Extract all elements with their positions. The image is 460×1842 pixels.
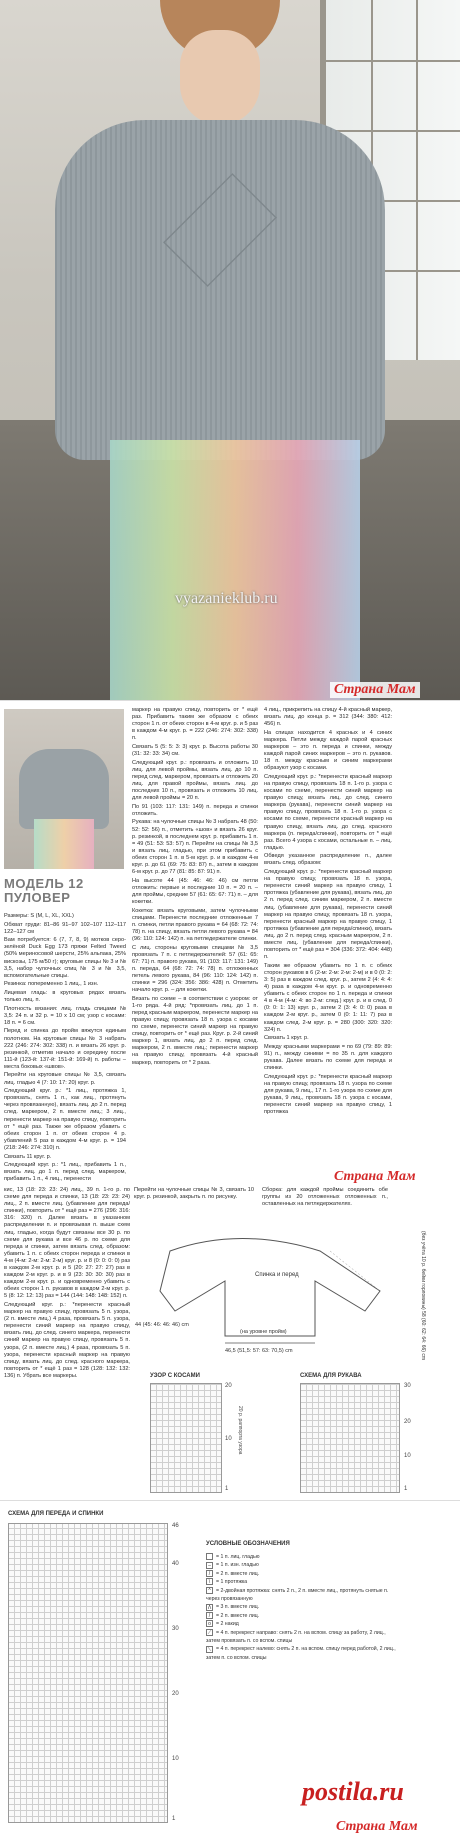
paragraph: Таким же образом убавить по 1 п. с обеих сторон рукавов в 6 (2-м: 2-м: 2-м: 2-м) и в 0 (0: 2: 3: 5) раз в каждом след. круг. р., затем 2 (4: 4: 4: 4) раза в каждом 4-м круг. р. и одновременно убавить с обеих сторон по 1 п. переда и спинки 4 в 4-м (4-м: 4: во 2-м: след.) круг. р. и в след. 0 (0: 0: 1: 13) круг. р., затем 2 (3: 4: 0: 0) раза в каждом 2-м круг. р., затем 0 (0: 1: 11: 7) раз в каждом след. 2-м круг. р. = 280 (300: 320: 320: 324) п. [264,962,392,1033]
model-number: МОДЕЛЬ 12 [4,876,84,891]
sleeves-section: Рукава: на чулочные спицы № 3 набрать 48 (50: 52: 52: 56) п., отметить «шов» и вязать 26 круг. р. резинкой, в последнем круг. р. прибавить 1 п. = 49 (51: 53: 53: 57) п. Перейти на спицы № 3,5 и вязать лиц. гладью, при этом прибавить с обеих сторон 1 п. в 5-м круг. р. и в каждом 4-м круг. р. до 61 (69: 75: 83: 87) п., затем в каждом 6-м круг. р. до 77 (81: 85: 87: 91) п. [132,819,258,876]
front-back: Перед и спинка до пройм вяжутся единым полотном. На круговые спицы № 3 набрать 222 (246: 274: 302: 338) п. и вязать 26 круг. р. резинкой, отметив начало и середину после 111-й (123-й: 137-й: 151-й: 169-й) п. работы – места боковых «швов». [4,1028,126,1070]
legend-item: ^ = 2-двойная протяжка: снять 2 п., 2 п. вместе лиц., протянуть снятые п. через провязанную [206,1587,389,1603]
cable-panel [163,173,277,287]
legend-item: ⟋ = 4 п. перекрест направо: снять 2 п. на вспом. спицу за работу, 2 лиц., затем провязать п. со вспом. спицы [206,1629,386,1645]
paragraph: Перейти на круговые спицы № 3,5, связать лиц. гладью 4 (7: 10: 17: 20) круг. р. [4,1072,126,1086]
legend-item: \ = 1 протяжка [206,1578,396,1586]
cable-chart-title: УЗОР С КОСАМИ [150,1373,200,1379]
paragraph: Обведя указанное распределение п., далее вязать след. образом: [264,853,392,867]
row-number: 1 [225,1486,229,1492]
paragraph: Следующий круг. р.: провязать и отложить 10 лиц. для левой проймы, вязать лиц. до 10 п. перед след. маркером, провязать и отложить 20 лиц. для правой проймы, вязать лиц. до последних 10 п., провязать и отложить 10 лиц. для левой проймы = 20 п. [132,759,258,802]
sweater [55,120,385,460]
yarn-over-symbol-icon: o [206,1620,213,1627]
paragraph: кис, 13 (18: 23: 23: 24) лиц., 39 п. 1-го р. по схеме для переда и спинки, 13 (18: 23: 23: 24) лиц., 2 п. вместе лиц. (убавление для переда/спинки), повторить от * ещё раз = 276 (296: 316: 316: 320) п. Далее вязать в указанном распределении п. и провязывая п. выше схем лиц. гладью, когда будут связаны все 30 р. по схеме для рукава и все 46 р. по схеме для переда и спинки, затем вязать след. образом: убавить 1 п. с обеих сторон переда и спинки в 4-м (4-м: 2-м: 2-м: 2-м) круг. р. и 8 (0: 0: 0: 0) раз в каждом 2-м круг. р. и 5 (20: 27: 27: 27) раз в каждом 2-м круг. р. и в 9 (23: 30: 30: 30) раз в каждом 2-м круг. р. и одновременно убавить с обеих сторон 1 п. рукавов в каждом 2-м круг. р. 5 (8: 12: 12: 13) раз = 144 (144: 148: 148: 152) п. [4,1187,130,1300]
model-face [180,30,260,125]
front-back-chart [8,1523,168,1823]
model-type: ПУЛОВЕР [4,890,71,905]
legend-title: УСЛОВНЫЕ ОБОЗНАЧЕНИЯ [206,1541,290,1547]
paragraph: Между красными маркерами = по 69 (79: 89: 89: 91) п., между синими = по 35 п. для каждого рукава. Далее вязать по схеме для переда и спинки. [264,1043,392,1072]
paragraph: Вязать по схеме – в соответствии с узором: от 1-го ряда. 4-й ряд: *провязать лиц. до 1 п. перед красным маркером, перенести маркер на правую спицу, провязать 18 п. узора с косами по схеме, перенести синий маркер на правую спицу, повторить от * ещё раз. Круг. р. 2-й синий маркер 1, вязать лиц. до 2 п. перед след. маркером, 2 п. вместе лиц.; перенести маркер на правую спицу, провязать 4-й красный маркер, повторить от * 2 раза. [132,995,258,1066]
stockinette: Лицевая гладь: в круговых рядах вязать только лиц. п. [4,989,126,1004]
legend-item: o = 2 накид [206,1620,396,1628]
side-dimension: (без учёта 10 р. бейки горловины) 58 (60: 62: 64: 66) cm [420,1231,426,1361]
paragraph: Следующий круг. р.: *перенести красный маркер на правую спицу, провязать 5 п. узора, (2 п. вместе лиц.) 4 раза, провязать 5 п. узора, перенести синий маркер на правую спицу, вязать лиц. до след. синего маркера, перенести синий маркер на правую спицу, провязать 5 п. узора, (2 п. вместе лиц.) 4 раза, провязать 5 п. узора, перенести красный маркер на правую спицу, вязать лиц. до след. красного маркера, повторить от * ещё 1 раз = 128 (128: 132: 132: 136) п. Убрать все маркеры. [4,1302,130,1379]
watermark-url: vyazanieklub.ru [175,590,278,607]
model-thumbnail [4,709,124,869]
paragraph: Следующий круг. р.: *перенести красный маркер на правую спицу, провязать 18 п. узора по схеме для рукава, 9 лиц., 17 п. 1-го узора по схеме для рукава, 9 лиц., провязать 18 п. узора с косами, перенести синий маркер на правую спицу, 1 протяжка [264,1073,392,1116]
sizes: Размеры: S (M, L, XL, XXL) [4,913,74,919]
width-dimension: 46,5 (51,5: 57: 63: 70,5) cm [225,1348,293,1354]
repeat-label: 20 р. раппорта узора [237,1406,243,1455]
postila-watermark: postila.ru [298,1777,408,1807]
paragraph: маркер на правую спицу, повторить от * ещё раз. Прибавить таким же образом с обеих сторон 1 п. от обеих сторон в 4-м круг. р. и 5 раз в каждом 4-м круг. р. = 222 (246: 274: 302: 338) п. [132,707,258,742]
paragraph: Следующий круг. р.: *перенести красный маркер на правую спицу, провязать 18 п. 1-го р. узора с косами по схеме, перенести синий маркер на правую спицу, вязать лиц. до след. синего маркера (рукава), перенести синий маркер на правую спицу, провязать 18 п. 1-го р. узора с косами по схеме, перенести красный маркер на правую спицу, вязать лиц. до след. красного маркера (п. переда/спинки), повторить от * ещё раз. Всего 4 узора с косами, остальные п. – лиц. гладью. [264,773,392,851]
model-title [4,877,124,905]
k3tog-symbol-icon: Λ [207,1604,212,1611]
rib-stitch: Резинка: попеременно 1 лиц., 1 изн. [4,981,99,988]
sleeve-dimension: 44 (45: 46: 46: 46) cm [135,1322,189,1328]
legend-item: / = 2 п. вместе лиц. [206,1612,396,1620]
paragraph: По 91 (103: 117: 131: 149) п. переда и спинки отложить. [132,803,258,817]
garment-schematic [130,1221,430,1361]
column-2 [132,707,258,1169]
row-number: 30 [404,1383,411,1389]
row-number: 30 [172,1626,179,1632]
column-1 [4,913,126,1183]
column-lower-left [4,1187,130,1493]
k2tog-alt-symbol-icon: / [206,1612,213,1619]
row-number: 40 [172,1561,179,1567]
cable-left-symbol-icon: ⟍ [207,1646,212,1653]
brand-watermark: Страна Мам [330,682,420,698]
chest-girth: Обхват груди: 81–86 91–97 102–107 112–117 122–127 см [4,921,126,935]
legend-item: Λ = 3 п. вместе лиц. [207,1604,260,1611]
front-chart-title: СХЕМА ДЛЯ ПЕРЕДА И СПИНКИ [8,1511,104,1517]
legend-item: ⟍ = 4 п. перекрест налево: снять 2 п. на вспом. спицу перед работой, 2 лиц., затем п. со вспом. спицы [206,1646,396,1661]
column-lower-mid [134,1187,254,1217]
column-lower-right [262,1187,388,1217]
paragraph: Сборка: для каждой проймы соединить обе группы из 20 отложенных отложенных п., оставленных на петледержателях. [262,1187,388,1208]
column-3 [264,707,392,1169]
paragraph: 4 лиц., прикрепить на спицу 4-й красный маркер, вязать лиц. до конца р. = 312 (344: 380: 412: 456) п. [264,707,392,728]
brand-watermark: Страна Мам [330,1169,420,1185]
yoke-section: Кокетка: вязать круговыми, затем чулочными спицами. Перенести последние отложенные 7 п. спинки, петли правого рукава = 64 (68: 72: 74: 78) п. на спицу, вязать петли левого рукава = 84 (96: 110: 124: 142) п. на петледержателе спинки. [132,907,258,942]
row-number: 10 [172,1756,179,1762]
gauge: Плотность вязания: лиц. гладь спицами № 3,5: 24 п. и 32 р. = 10 х 10 см; узор с косами: 18 п. = 6 см. [4,1005,126,1026]
legend-item: = 1 п. лиц. гладью [206,1553,396,1561]
knit-symbol-icon [206,1553,213,1560]
paragraph: Связать 1 круг. р. [264,1035,309,1042]
row-number: 10 [225,1436,232,1442]
row-number: 1 [404,1486,408,1492]
model-photo [0,0,460,700]
legend [206,1553,396,1662]
paragraph: Связать 11 круг. р. [4,1153,52,1160]
ssk-symbol-icon: \ [206,1578,213,1585]
cable-chart [150,1383,222,1493]
row-number: 1 [172,1816,176,1822]
double-decrease-symbol-icon: ^ [206,1587,213,1594]
paragraph: Следующий круг. р.: *1 лиц., протяжка 1, провязать, снять 1 п., как лиц., протянуть через провязанную), вязать лиц. до 2 п. перед след. маркером, 2 п. вместе лиц.; 3 лиц., перенести маркер на правую спицу, повторить от * ещё раз. Также же образом убавить с обеих сторон 1 п. от обеих сторон 4 р. убавлений 5 раз в каждом 4-м круг. р. = 194 (218: 246: 274: 310) п. [4,1088,126,1151]
row-number: 20 [172,1691,179,1697]
row-number: 46 [172,1523,179,1529]
row-number: 20 [404,1419,411,1425]
materials: Вам потребуется: 6 (7, 7, 8, 9) мотков серо-зелёной Duck Egg 173 пряжи Felted Tweed (50% мериносовой шерсти, 25% альпака, 25% вискозы, 175 м/50 г); круговые спицы № 3 и № 3,5, набор чулочных спиц № 3 и № 3,5, вспомогательные спицы. [4,937,126,979]
paragraph: С лиц. стороны круговыми спицами № 3,5 провязать 7 п. с петледержателей: 57 (61: 65: 67: 71) п. правого рукава, 91 (103: 117: 131: 149) п. переда, 64 (68: 72: 74: 78) п. отложенных петель левого рукава, 84 (96: 110: 124: 142) п. спинки = 296 (324: 356: 386: 428) п. Отметить начало круг. р. – для кокетки. [132,944,258,994]
skirt [110,440,360,700]
paragraph: Связать 5 (5: 5: 3: 3) круг. р. Высота работы 30 (31: 32: 33: 34) см. [132,743,258,758]
schematic-yoke-label: (на уровне пройм) [240,1329,287,1335]
cable-right-symbol-icon: ⟋ [207,1629,212,1636]
sleeve-chart [300,1383,400,1493]
schematic-label: Спинка и перед [255,1272,299,1278]
paragraph: Следующий круг. р.: *1 лиц., прибавить 1 п., вязать лиц. до 1 п. перед след. маркером, прибавить 1 п., 4 лиц., перенести [4,1162,126,1183]
instructions-page [0,700,460,1500]
k2tog-symbol-icon: / [206,1570,213,1577]
sleeve-chart-title: СХЕМА ДЛЯ РУКАВА [300,1373,362,1379]
paragraph: На спицах находится 4 красных и 4 синих маркера. Петли между каждой парой красных маркеров – это п. переда и спинки, между каждой парой синих маркеров – это п. рукавов. 18 п. между красным и синим маркерами образуют узор с косами. [264,729,392,772]
charts-page [0,1500,460,1842]
purl-symbol-icon: – [206,1562,213,1569]
paragraph: На высоте 44 (45: 46: 46: 46) см петли отложить: первые и последние 10 п. = 20 п. – для проймы, средние 57 (61: 65: 67: 71) п. – для кокетки. [132,877,258,905]
paragraph: Перейти на чулочные спицы № 3, связать 10 круг. р. резинкой, закрыть п. по рисунку. [134,1187,254,1201]
row-number: 20 [225,1383,232,1389]
row-number: 10 [404,1453,411,1459]
legend-item: / = 2 п. вместе лиц. [206,1570,396,1578]
legend-item: – = 1 п. изн. гладью [206,1561,396,1569]
paragraph: Следующий круг. р.: *перенести красный маркер на правую спицу, провязать 18 п. узора, перенести синий маркер на правую спицу, 1 протяжка (убавление для рукава), вязать лиц. до 2 п. перед след. синим маркером, 2 п. вместе лиц. (убавление для рукава), перенести синий маркер на правую спицу, провязать 18 п. узора, перенести красный маркер на правую спицу, 1 протяжка (убавление для переда/спинки), вязать лиц. до 2 п. перед след. красным маркером, 2 п. вместе лиц. (убавление для переда/спинки), повторить от * ещё раз = 304 (336: 372: 404: 448) п. [264,869,392,961]
brand-watermark: Страна Мам [332,1819,422,1835]
